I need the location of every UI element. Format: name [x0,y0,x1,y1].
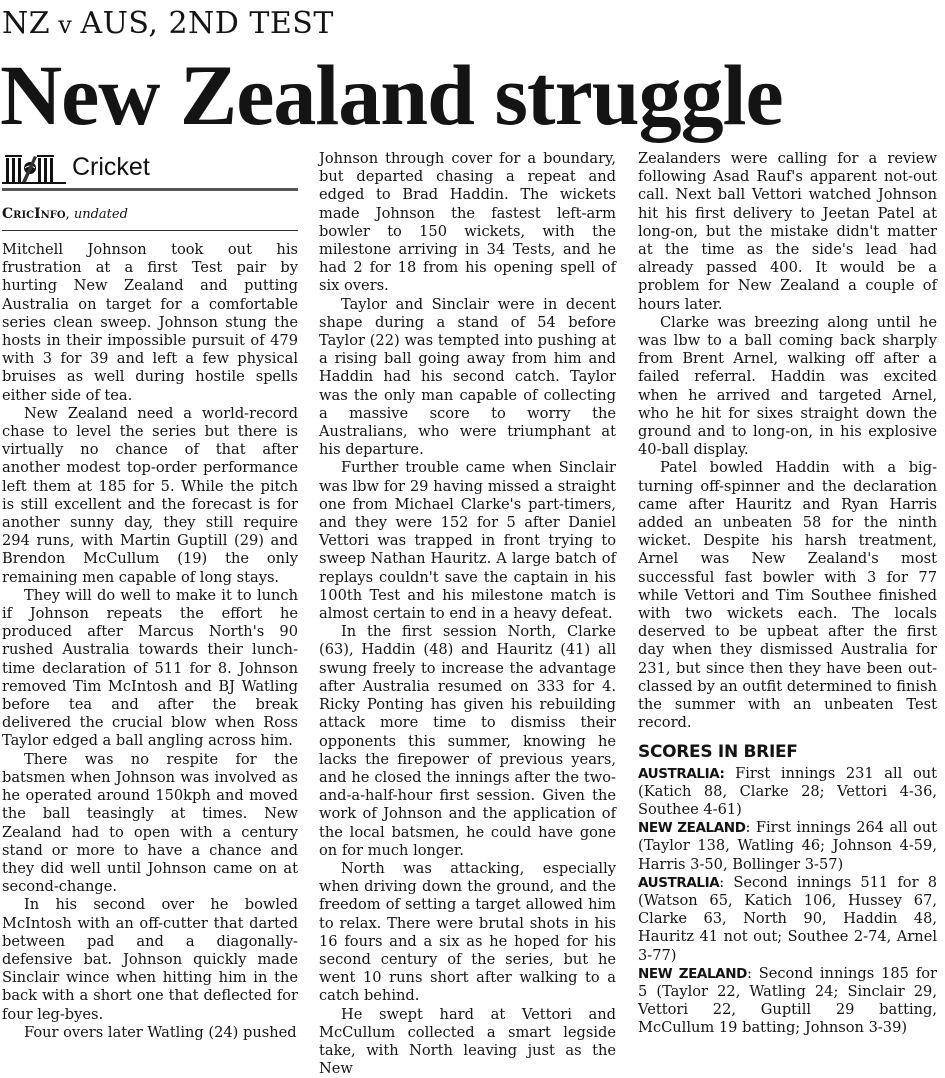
paragraph: North was attacking, especially when driving down the ground, and the freedom of setting a target allowed him to relax. There were brutal shots in his 16 fours and a six as he hoped for his second century of the series, but he went 10 runs short after walking to a catch behind. [319,859,616,1005]
score-entry [638,874,937,965]
paragraph: Taylor and Sinclair were in decent shape during a stand of 54 before Taylor (22) was tempted into pushing at a rising ball going away from him and Haddin had his second catch. Taylor was the only man capable of collecting a massive score to worry the Australians, who were triumphant at his departure. [319,295,616,459]
paragraph: Johnson through cover for a boundary, but departed chasing a repeat and edged to Brad Haddin. The wickets made Johnson the fastest left-arm bowler to 150 wickets, with the milestone arriving in 34 Tests, and he had 2 for 18 from his opening spell of six overs. [319,150,616,295]
paragraph: Zealanders were calling for a review following Asad Rauf's apparent not-out call. Next ball Vettori watched Johnson hit his first delivery to Jeetan Patel at long-on, but the mistake didn't matter at the time as the side's lead had already passed 400. It would be a problem for New Zealand a couple of hours later. [638,150,937,313]
article-column-1 [2,146,298,1042]
byline-source: CricInfo [2,206,66,222]
score-team: NEW ZEALAND [638,965,747,982]
paragraph: They will do well to make it to lunch if Johnson repeats the effort he produced after Marcus North's 90 rushed Australia towards their lunch-time declaration of 511 for 8. Johnson removed Tim McIntosh and BJ Watling before tea and after the break delivered the crucial blow when Ross Taylor edged a ball angling across him. [2,586,298,750]
kicker-part: NZ [2,6,51,41]
paragraph: Four overs later Watling (24) pushed [24,1023,297,1041]
paragraph: Patel bowled Haddin with a big-turning off-spinner and the declaration came after Hauritz and Ryan Harris added an unbeaten 58 for the ninth wicket. Despite his harsh treatment, Arnel was New Zealand's most successful fast bowler with 3 for 77 while Vettori and Tim Southee finished with two wickets each. The locals deserved to be upbeat after the first day when they dismissed Australia for 231, but since then they have been out-classed by an outfit determined to finish the summer with an unbeaten Test record. [638,459,937,732]
paragraph: There was no respite for the batsmen when Johnson was involved as he operated around 150kph and moved the ball teasingly at times. New Zealand had to open with a century stand or more to have a chance and they did well until Johnson came on at second-change. [2,750,298,896]
score-text: First innings 231 all out (Katich 88, Clarke 28; Vettori 4-36, Southee 4-61) [638,764,937,818]
kicker [2,6,334,43]
headline: New Zealand struggle [0,47,783,143]
section-header [2,146,298,191]
paragraph: Clarke was breezing along until he was lbw to a ball coming back sharply from Brent Arnel, walking off after a failed referral. Haddin was excited when he arrived and targeted Arnel, who he hit for sixes straight down the ground and to long-on, in his explosive 40-ball display. [638,313,937,459]
score-text: : Second innings 185 for 5 (Taylor 22, Watling 24; Sinclair 29, Vettori 22, Guptill 29 batting, McCullum 19 batting; Johnson 3-39) [638,964,937,1037]
score-entry [638,765,937,820]
score-text: : First innings 264 all out (Taylor 138, Watling 46; Johnson 4-59, Harris 3-50, Bollinger 3-57) [638,819,937,873]
paragraph: In his second over he bowled McIntosh with an off-cutter that darted between pad and a diagonally-defensive bat. Johnson quickly made Sinclair wince when hitting him in the back with a short one that deflected for four leg-byes. [2,896,298,1023]
scores-title: SCORES IN BRIEF [638,741,798,762]
score-team: NEW ZEALAND [638,820,746,837]
paragraph: New Zealand need a world-record chase to level the series but there is virtually no chance of that after another modest top-order performance left them at 185 for 5. While the pitch is still excellent and the forecast is for another sunny day, they still require 294 runs, with Martin Guptill (29) and Brendon McCullum (19) the only remaining men capable of long stays. [2,404,298,586]
byline-date: undated [73,207,128,222]
cricket-icon [2,148,66,184]
paragraph: In the first session North, Clarke (63), Haddin (48) and Hauritz (41) all swung freely to increase the advantage after Australia resumed on 333 for 4. Ricky Ponting has given his rebuilding attack more time to dismiss their opponents this summer, knowing he lacks the firepower of previous years, and he closed the innings after the two-and-a-half-hour first session. Given the work of Johnson and the application of the local batsmen, he could have gone on for much longer. [319,623,616,859]
score-entry [638,819,937,874]
byline: CricInfo, undated [2,205,298,231]
score-entry [638,965,937,1038]
score-team: AUSTRALIA [638,874,720,891]
section-label: Cricket [72,153,150,181]
kicker-part: v [50,11,81,39]
paragraph: He swept hard at Vettori and McCullum collected a smart legside take, with North leaving just as the New [319,1005,616,1078]
article-column-2 [319,150,616,1078]
paragraph: Further trouble came when Sinclair was lbw for 29 having missed a straight one from Michael Clarke's part-timers, and they were 152 for 5 after Daniel Vettori was trapped in front trying to sweep Nathan Hauritz. A large batch of replays couldn't save the captain in his 100th Test and his milestone match is almost certain to end in a heavy defeat. [319,459,616,623]
kicker-part: TEST [249,6,334,41]
kicker-part: , 2ND [148,6,250,41]
score-team: AUSTRALIA: [638,765,725,782]
paragraph: Mitchell Johnson took out his frustration at a first Test pair by hurting New Zealand and putting Australia on target for a comfortable series clean sweep. Johnson stung the hosts in their impossible pursuit of 479 with 3 for 39 and left a few physical bruises as well during hostile spells either side of tea. [2,241,298,404]
article-column-3 [638,150,937,1038]
score-text: : Second innings 511 for 8 (Watson 65, Katich 106, Hussey 67, Clarke 63, North 90, Haddin 48, Hauritz 41 not out; Southee 2-74, Arnel 3-77) [638,873,937,964]
kicker-part: AUS [80,6,149,41]
